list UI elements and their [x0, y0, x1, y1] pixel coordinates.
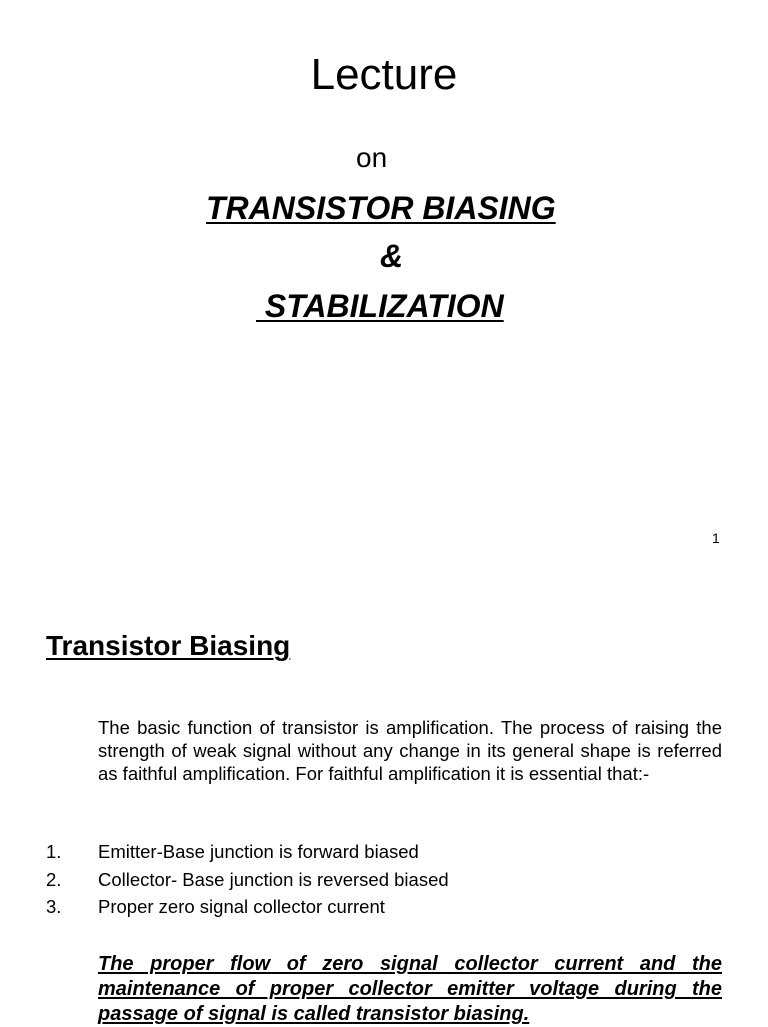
list-item-number: 2.	[46, 868, 62, 890]
list-item	[46, 840, 726, 868]
list-item-text: Proper zero signal collector current	[98, 896, 385, 917]
intro-paragraph: The basic function of transistor is amplification. The process of raising the strength of weak signal without any change in its general shape is referred as faithful amplification. For faithful amplification it is essential that:-	[98, 717, 722, 784]
lecture-title: Lecture	[310, 50, 458, 99]
lecture-connector: on	[356, 142, 388, 173]
list-item-number: 3.	[46, 896, 62, 917]
topic-title-line-2: STABILIZATION	[256, 288, 504, 324]
biasing-definition: The proper flow of zero signal collector current and the maintenance of proper collector emitter voltage during the passage of signal is called transistor biasing.	[98, 953, 722, 1025]
topic-title-line-1: TRANSISTOR BIASING	[206, 190, 556, 226]
list-item-text: Collector- Base junction is reversed biased	[98, 868, 449, 890]
list-item	[46, 868, 726, 896]
section-heading: Transistor Biasing	[46, 630, 291, 661]
list-item-text: Emitter-Base junction is forward biased	[98, 841, 419, 862]
page-number: 1	[712, 530, 720, 546]
topic-ampersand: &	[380, 238, 404, 274]
list-item-number: 1.	[46, 841, 62, 862]
conditions-list	[46, 840, 726, 923]
list-item	[46, 895, 726, 923]
